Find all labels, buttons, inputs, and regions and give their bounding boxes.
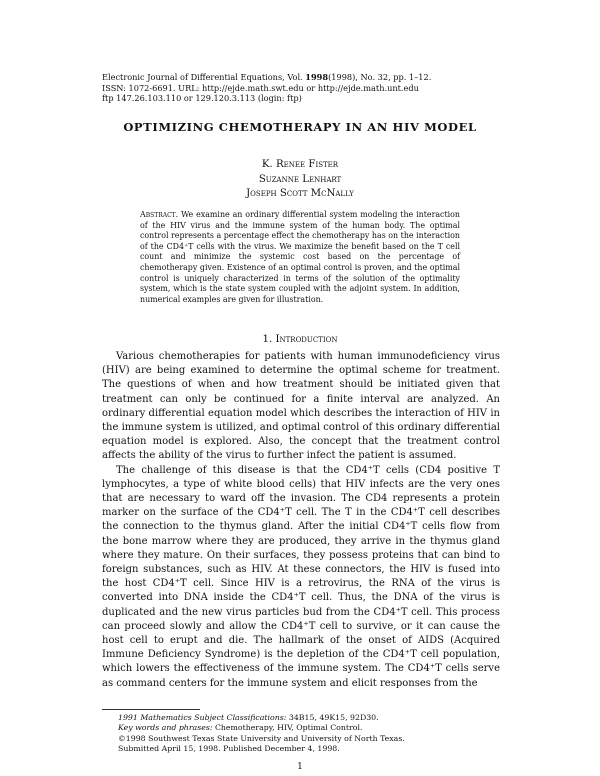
journal-issn-line: ISSN: 1072-6691. URL: http://ejde.math.swt.edu or http://ejde.math.unt.edu [102,82,419,93]
footnotes [118,713,508,755]
body-text [102,350,500,691]
abstract-label: Abstract. [140,210,179,219]
footnote-msc-value: 34B15, 49K15, 92D30. [288,713,379,722]
footnote-msc [118,713,508,723]
paper-title: OPTIMIZING CHEMOTHERAPY IN AN HIV MODEL [123,120,477,134]
author-name: K. Renee Fister [261,159,339,170]
body-paragraph: Various chemotherapies for patients with human immunodeficiency virus (HIV) are being examined to determine the optimal scheme for treatment. The questions of when and how treatment should be initiated given that treatment can only be continued for a finite interval are analyzed. An ordinary differential equation model which describes the interaction of HIV in the immune system is utilized, and optimal control of this ordinary differential equation model is explored. Also, the concept that the treatment control affects the ability of the virus to further infect the patient is assumed. [102,351,500,462]
footnote-keywords-label: Key words and phrases: [118,723,213,733]
abstract [140,210,460,305]
footnote-rule [102,709,200,710]
abstract-text: We examine an ordinary differential system modeling the interaction of the HIV virus and the immune system of the human body. The optimal control represents a percentage effect the chemotherapy has on the interaction of the CD4⁺T cells with the virus. We maximize the benefit based on the T cell count and minimize the systemic cost based on the percentage of chemotherapy given. Existence of an optimal control is proven, and the optimal control is uniquely characterized in terms of the solution of the optimality system, which is the state system coupled with the adjoint system. In addition, numerical examples are given for illustration. [140,210,460,304]
section-number: 1. [262,334,273,345]
journal-issue: (1998), No. 32, pp. 1–12. [328,72,432,82]
footnote-keywords [118,723,508,733]
body-paragraph: The challenge of this disease is that the CD4⁺T cells (CD4 positive T lymphocytes, a type of white blood cells) that HIV infects are the very ones that are necessary to ward off the invasion. The CD4 represents a protein marker on the surface of the CD4⁺T cell. The T in the CD4⁺T cell describes the connection to the thymus gland. After the initial CD4⁺T cells flow from the bone marrow where they are produced, they arrive in the thymus gland where they mature. On their surfaces, they possess proteins that can bind to foreign substances, such as HIV. At these connectors, the HIV is fused into the host CD4⁺T cell. Since HIV is a retrovirus, the RNA of the virus is converted into DNA inside the CD4⁺T cell. Thus, the DNA of the virus is duplicated and the new virus particles bud from the CD4⁺T cell. This process can proceed slowly and allow the CD4⁺T cell to survive, or it can cause the host cell to erupt and die. The hallmark of the onset of AIDS (Acquired Immune Deficiency Syndrome) is the depletion of the CD4⁺T cell population, which lowers the effectiveness of the immune system. The CD4⁺T cells serve as command centers for the immune system and elicit responses from the [102,464,500,689]
footnote-submitted: Submitted April 15, 1998. Published December 4, 1998. [118,744,340,754]
page-number: 1 [297,762,303,772]
author-list [0,158,600,202]
footnote-copyright: ©1998 Southwest Texas State University and University of North Texas. [118,733,405,743]
journal-header [102,72,522,104]
journal-name: Electronic Journal of Differential Equations, Vol. [102,72,303,82]
journal-volume: 1998 [305,72,329,82]
author-name: Joseph Scott McNally [246,188,354,199]
journal-ftp-line: ftp 147.26.103.110 or 129.120.3.113 (login: ftp) [102,93,302,104]
footnote-keywords-value: Chemotherapy, HIV, Optimal Control. [214,723,363,733]
footnote-msc-label: 1991 Mathematics Subject Classifications: [118,713,287,722]
journal-citation-line [102,72,522,83]
section-title: Introduction [275,334,338,345]
author-name: Suzanne Lenhart [258,173,342,185]
section-heading [0,334,600,345]
